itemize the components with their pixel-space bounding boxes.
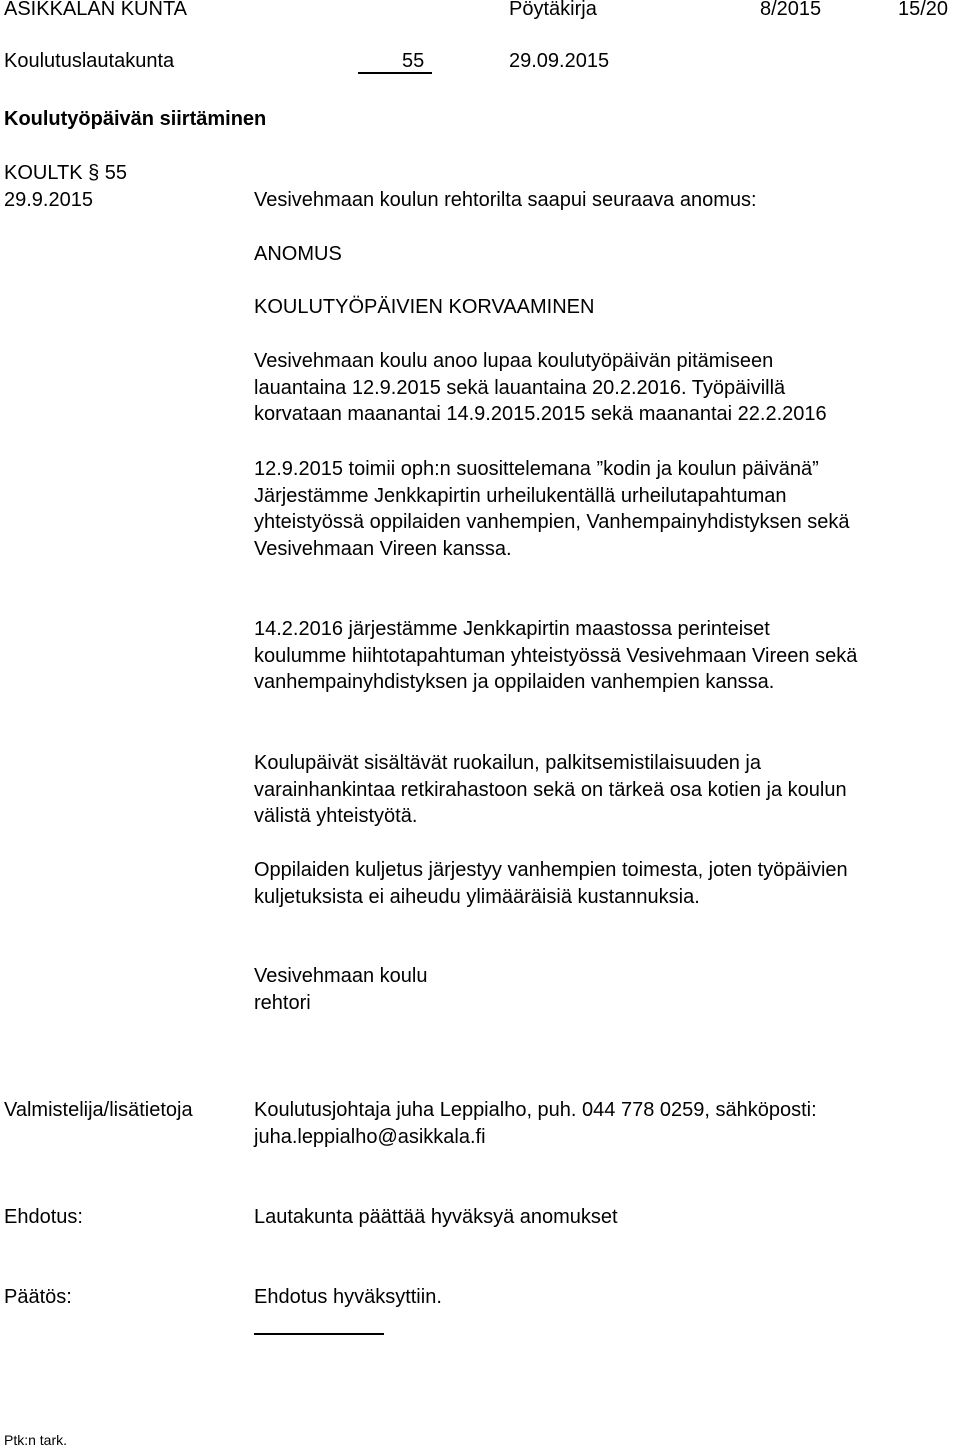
decision-underline (254, 1333, 384, 1335)
board-name: Koulutuslautakunta (4, 50, 175, 72)
paragraph-line: välistä yhteistyötä. (254, 805, 418, 827)
item-title: Koulutyöpäivän siirtäminen (4, 108, 267, 130)
paragraph-line: 12.9.2015 toimii oph:n suosittelemana ”kodin ja koulun päivänä” (254, 458, 819, 480)
paragraph-sept-event (254, 456, 850, 562)
paragraph-school-days (254, 750, 847, 830)
signature-school: Vesivehmaan koulu (254, 965, 428, 987)
signature-title: rehtori (254, 992, 311, 1014)
municipality-name: ASIKKALAN KUNTA (4, 0, 188, 20)
meeting-date: 29.09.2015 (509, 50, 610, 72)
proposal-value: Lautakunta päättää hyväksyä anomukset (254, 1206, 618, 1228)
proposal-label: Ehdotus: (4, 1206, 83, 1228)
paragraph-line: Vesivehmaan Vireen kanssa. (254, 537, 512, 560)
page-number: 15/20 (898, 0, 949, 20)
preparer-label: Valmistelija/lisätietoja (4, 1099, 193, 1121)
paragraph-line: Järjestämme Jenkkapirtin urheilukentällä urheilutapahtuman (254, 484, 787, 507)
paragraph-line: korvataan maanantai 14.9.2015.2015 sekä maanantai 22.2.2016 (254, 403, 827, 425)
decision-label: Päätös: (4, 1286, 72, 1308)
preparer-value (254, 1097, 817, 1151)
paragraph-line: 14.2.2016 järjestämme Jenkkapirtin maastossa perinteiset (254, 618, 770, 640)
petition-heading: ANOMUS (254, 243, 342, 265)
paragraph-line: lauantaina 12.9.2015 sekä lauantaina 20.2.2016. Työpäivillä (254, 376, 786, 399)
preparer-email: juha.leppialho@asikkala.fi (254, 1126, 486, 1148)
section-underline (358, 72, 432, 74)
document-type: Pöytäkirja (509, 0, 597, 20)
item-reference: KOULTK § 55 (4, 162, 128, 184)
paragraph-line: yhteistyössä oppilaiden vanhempien, Vanhempainyhdistyksen sekä (254, 511, 850, 533)
paragraph-line: kuljetuksista ei aiheudu ylimääräisiä kustannuksia. (254, 885, 700, 908)
paragraph-line: Oppilaiden kuljetus järjestyy vanhempien toimesta, joten työpäivien (254, 859, 848, 881)
paragraph-line: vanhempainyhdistyksen ja oppilaiden vanhempien kanssa. (254, 671, 775, 693)
paragraph-request (254, 348, 827, 428)
minutes-checker-label: Ptk:n tark. (4, 1432, 68, 1448)
document-number: 8/2015 (760, 0, 822, 20)
decision-value: Ehdotus hyväksyttiin. (254, 1286, 442, 1308)
paragraph-line: varainhankintaa retkirahastoon sekä on tärkeä osa kotien ja koulun (254, 778, 847, 801)
preparer-contact: Koulutusjohtaja juha Leppialho, puh. 044 778 0259, sähköposti: (254, 1099, 817, 1121)
signature-block (254, 963, 427, 1017)
paragraph-line: Koulupäivät sisältävät ruokailun, palkitsemistilaisuuden ja (254, 752, 761, 774)
petition-subheading: KOULUTYÖPÄIVIEN KORVAAMINEN (254, 296, 595, 318)
paragraph-transport (254, 857, 848, 910)
intro-text: Vesivehmaan koulun rehtorilta saapui seuraava anomus: (254, 189, 757, 211)
paragraph-line: Vesivehmaan koulu anoo lupaa koulutyöpäivän pitämiseen (254, 350, 774, 372)
paragraph-feb-event (254, 616, 857, 696)
section-number: 55 (402, 50, 425, 72)
paragraph-line: koulumme hiihtotapahtuman yhteistyössä Vesivehmaan Vireen sekä (254, 644, 858, 667)
item-reference-date: 29.9.2015 (4, 189, 93, 211)
